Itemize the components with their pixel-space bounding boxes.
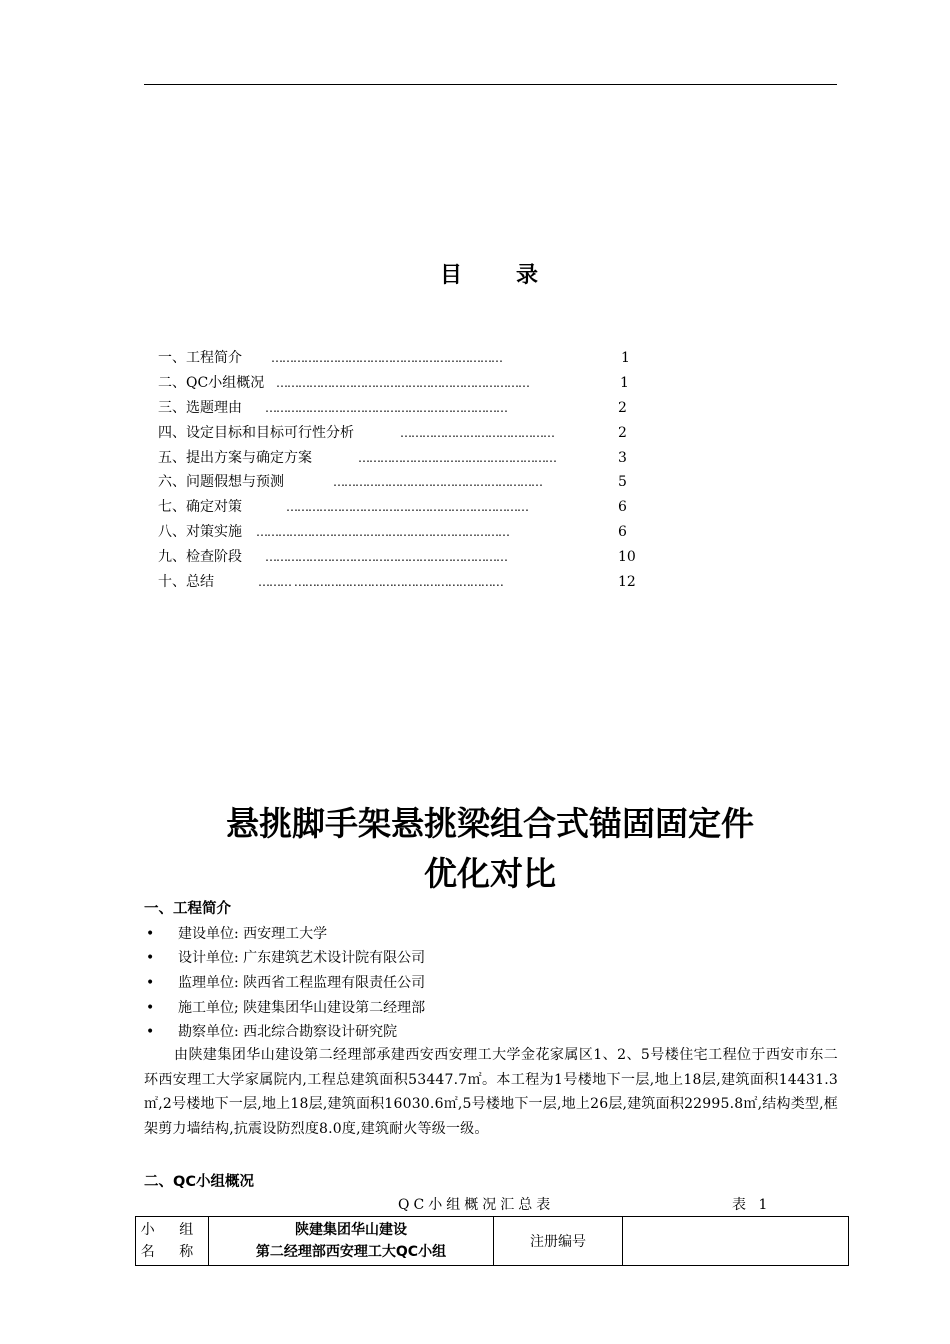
table-number: 表 1 bbox=[732, 1197, 772, 1213]
name-label-cell: 小 组 名 称 bbox=[136, 1217, 209, 1266]
toc-title: 目 录 bbox=[439, 263, 541, 288]
table-of-contents bbox=[158, 346, 638, 595]
reg-value-cell bbox=[623, 1217, 849, 1266]
header-rule bbox=[144, 84, 837, 85]
toc-item[interactable]: 四、设定目标和目标可行性分析 …………………………………… 2 bbox=[158, 424, 627, 441]
table-row bbox=[136, 1217, 849, 1266]
toc-item[interactable]: 二、QC小组概况 …………………………………………………………… 1 bbox=[158, 374, 629, 391]
bullet-icon: • bbox=[146, 950, 155, 966]
name-value-cell: 陕建集团华山建设 第二经理部西安理工大QC小组 bbox=[209, 1217, 494, 1266]
main-title-line1: 悬挑脚手架悬挑梁组合式锚固固定件 bbox=[226, 804, 754, 843]
section2-heading: 二、QC小组概况 bbox=[144, 1174, 254, 1190]
toc-item[interactable]: 六、问题假想与预测 ………………………………………………… 5 bbox=[158, 474, 627, 491]
project-description: 由陕建集团华山建设第二经理部承建西安西安理工大学金花家属区1、2、5号楼住宅工程位于西安市东二环西安理工大学家属院内,工程总建筑面积53447.7㎡。本工程为1号楼地下一层,地上18层,建筑面积14431.3㎡,2号楼地下一层,地上18层,建筑面积16030.6㎡,5号楼地下一层,地上26层,建筑面积22995.8㎡,结构类型,框架剪力墙结构,抗震设防烈度8.0度,建筑耐火等级一级。 bbox=[144, 1047, 838, 1137]
toc-item[interactable]: 七、确定对策 ………………………………………………………… 6 bbox=[158, 499, 627, 516]
reg-label-cell: 注册编号 bbox=[494, 1217, 623, 1266]
bullet-icon: • bbox=[146, 975, 155, 991]
bullet-icon: • bbox=[146, 1024, 155, 1040]
toc-item[interactable]: 八、对策实施 …………………………………………………………… 6 bbox=[158, 524, 627, 541]
toc-item[interactable]: 一、工程简介 ……………………………………………………… 1 bbox=[158, 350, 630, 366]
list-item: • 勘察单位: 西北综合勘察设计研究院 bbox=[146, 1024, 398, 1040]
list-item: • 设计单位: 广东建筑艺术设计院有限公司 bbox=[146, 950, 426, 966]
list-item: • 监理单位: 陕西省工程监理有限责任公司 bbox=[146, 975, 426, 991]
toc-item[interactable]: 五、提出方案与确定方案 ……………………………………………… 3 bbox=[158, 449, 627, 466]
list-item: • 建设单位: 西安理工大学 bbox=[146, 926, 328, 942]
bullet-icon: • bbox=[146, 1000, 155, 1016]
qc-summary-table bbox=[135, 1216, 849, 1266]
toc-item[interactable]: 十、总结 ……… ………………………………………………… 12 bbox=[158, 574, 636, 591]
toc-item[interactable]: 九、检查阶段 ………………………………………………………… 10 bbox=[158, 549, 636, 566]
toc-item[interactable]: 三、选题理由 ………………………………………………………… 2 bbox=[158, 399, 627, 416]
section1-heading: 一、工程简介 bbox=[144, 901, 231, 917]
list-item: • 施工单位; 陕建集团华山建设第二经理部 bbox=[146, 1000, 426, 1016]
bullet-icon: • bbox=[146, 926, 155, 942]
main-title-line2: 优化对比 bbox=[424, 854, 556, 893]
table-caption: QC小组概况汇总表 bbox=[398, 1197, 555, 1213]
